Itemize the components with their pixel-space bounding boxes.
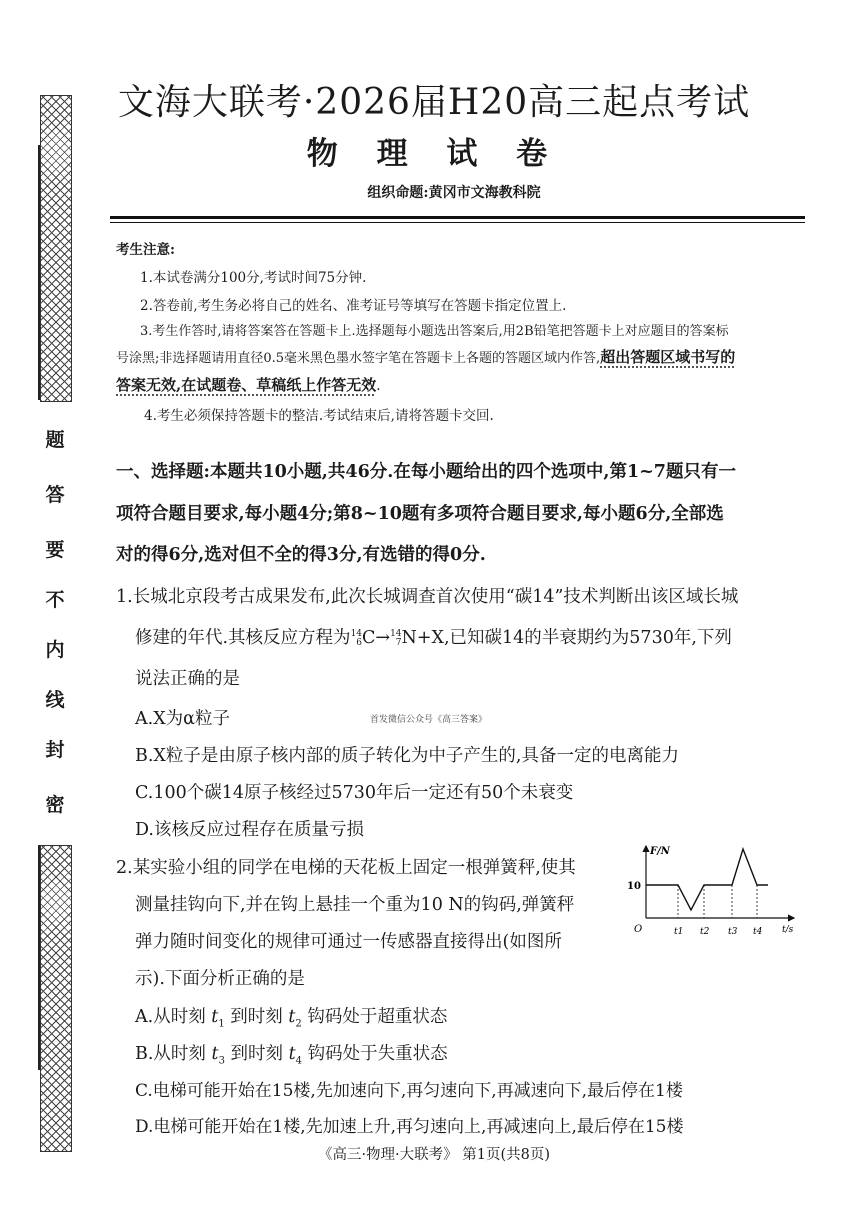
- x-tick-label: t2: [700, 927, 710, 937]
- nuclide-symbol: N+X: [401, 628, 444, 648]
- notice-emphasis: 超出答题区域书写的: [600, 348, 736, 366]
- page-footer: 《高三·物理·大联考》 第1页(共8页): [317, 1147, 551, 1163]
- watermark-text: 首发微信公众号《高三答案》: [370, 715, 488, 725]
- question-2-option-c: C.电梯可能开始在15楼,先加速向下,再匀速向下,再减速向下,最后停在1楼: [135, 1081, 683, 1101]
- organizer-line: 组织命题:黄冈市文海教科院: [367, 185, 541, 201]
- force-time-graph: [622, 840, 804, 945]
- question-2-stem: 弹力随时间变化的规律可通过一传感器直接得出(如图所: [135, 932, 562, 952]
- question-1-option-c: C.100个碳14原子核经过5730年后一定还有50个未衰变: [135, 783, 574, 803]
- exam-title: 文海大联考·2026届H20高三起点考试: [117, 82, 751, 123]
- seal-word: 要: [45, 539, 65, 561]
- question-1-option-d: D.该核反应过程存在质量亏损: [135, 820, 364, 840]
- arrow-symbol: →: [375, 628, 391, 648]
- question-1-stem: [135, 624, 732, 649]
- notice-item: 2.答卷前,考生务必将自己的姓名、准考证号等填写在答题卡指定位置上.: [140, 298, 567, 314]
- notice-emphasis: 答案无效,在试题卷、草稿纸上作答无效: [116, 376, 377, 394]
- notice-text: .: [376, 378, 381, 394]
- nuclide-carbon: 14 6: [350, 628, 363, 648]
- question-2-option-d: D.电梯可能开始在1楼,先加速上升,再匀速向上,再减速向上,最后停在15楼: [135, 1117, 684, 1137]
- x-tick-label: t1: [674, 927, 684, 937]
- question-2-option-a: A.从时刻 $t_1$ 到时刻 $t_2$ 钩码处于超重状态: [135, 1007, 448, 1030]
- nuclide-nitrogen: 14 7: [390, 628, 402, 648]
- force-curve: [646, 849, 768, 910]
- notice-item: 1.本试卷满分100分,考试时间75分钟.: [140, 270, 367, 286]
- seal-word: 题: [45, 429, 65, 451]
- header-rule-thick: [110, 216, 805, 219]
- seal-word: 密: [45, 794, 65, 816]
- notice-item: [116, 374, 381, 395]
- section-instruction: 对的得6分,选对但不全的得3分,有选错的得0分.: [116, 545, 486, 565]
- seal-word: 答: [45, 484, 65, 506]
- header-rule-thin: [110, 222, 805, 223]
- x-axis-label: t/s: [782, 925, 794, 935]
- x-tick-label: t3: [728, 927, 738, 937]
- question-1-stem: 1.长城北京段考古成果发布,此次长城调查首次使用“碳14”技术判断出该区域长城: [116, 587, 739, 607]
- question-1-option-a: A.X为α粒子: [135, 709, 230, 729]
- section-instruction: 项符合题目要求,每小题4分;第8~10题有多项符合题目要求,每小题6分,全部选: [116, 504, 724, 524]
- notice-item: [116, 346, 735, 367]
- stem-text: 修建的年代.其核反应方程为: [135, 628, 351, 648]
- question-1-stem: 说法正确的是: [135, 669, 240, 689]
- notice-item: 3.考生作答时,请将答案答在答题卡上.选择题每小题选出答案后,用2B铅笔把答题卡上对应题目的答案标: [140, 324, 729, 339]
- binding-strip-bottom: [40, 845, 72, 1152]
- stem-text: ,已知碳14的半衰期约为5730年,下列: [443, 628, 732, 648]
- seal-word: 内: [45, 639, 65, 661]
- origin-label: O: [634, 924, 643, 935]
- question-2-stem: 2.某实验小组的同学在电梯的天花板上固定一根弹簧秤,使其: [116, 858, 576, 878]
- y-axis-label: F/N: [650, 846, 670, 857]
- seal-word: 线: [45, 689, 65, 711]
- seal-word: 不: [45, 589, 65, 611]
- notice-heading: 考生注意:: [116, 242, 175, 258]
- seal-word: 封: [45, 739, 65, 761]
- question-2-stem: 示).下面分析正确的是: [135, 969, 305, 989]
- question-1-option-b: B.X粒子是由原子核内部的质子转化为中子产生的,具备一定的电离能力: [135, 746, 679, 766]
- question-2-stem: 测量挂钩向下,并在钩上悬挂一个重为10 N的钩码,弹簧秤: [135, 895, 575, 915]
- nuclide-symbol: C: [362, 628, 376, 648]
- notice-text: 号涂黑;非选择题请用直径0.5毫米黑色墨水签字笔在答题卡上各题的答题区域内作答,: [116, 351, 601, 366]
- notice-item: 4.考生必须保持答题卡的整洁.考试结束后,请将答题卡交回.: [144, 408, 494, 424]
- y-tick-label: 10: [627, 881, 641, 892]
- x-tick-label: t4: [753, 927, 763, 937]
- subject-title: 物 理 试 卷: [306, 136, 562, 172]
- question-2-option-b: B.从时刻 $t_3$ 到时刻 $t_4$ 钩码处于失重状态: [135, 1044, 448, 1067]
- binding-line-bottom: [38, 845, 40, 1070]
- section-instruction: 一、选择题:本题共10小题,共46分.在每小题给出的四个选项中,第1~7题只有一: [116, 462, 736, 482]
